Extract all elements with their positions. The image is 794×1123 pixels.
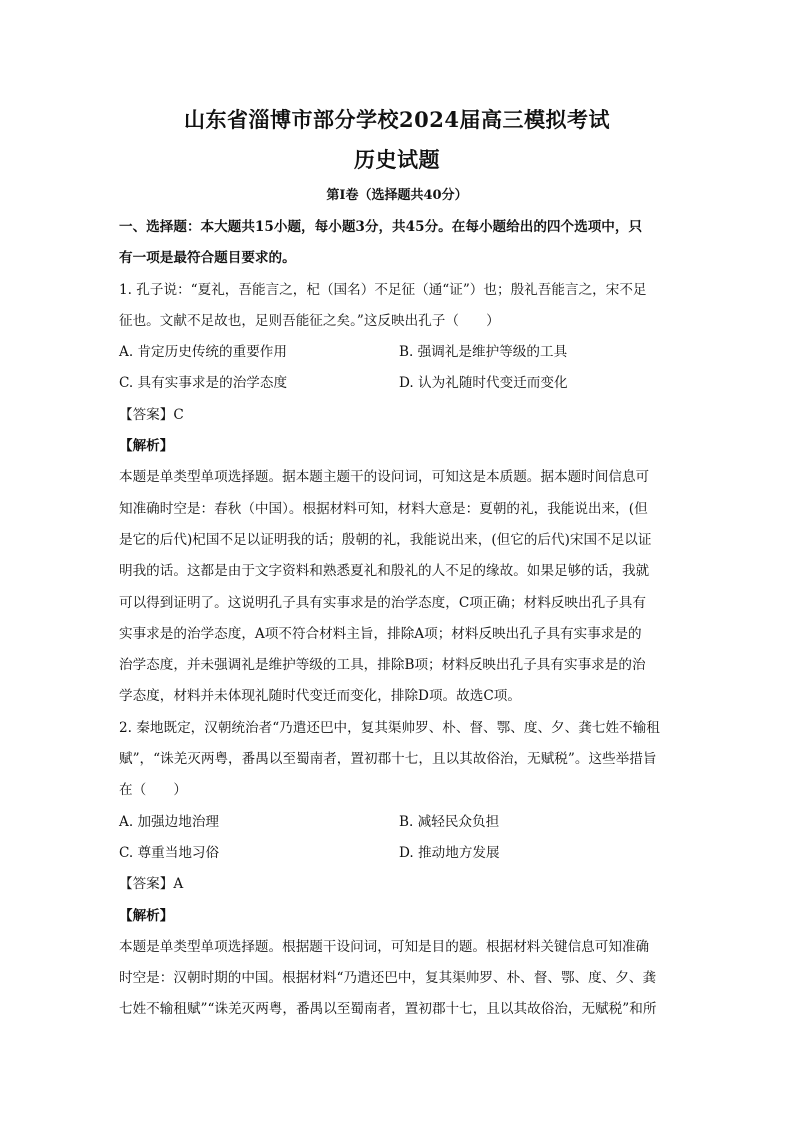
question-stem-line: 赋”，“诛羌灭两粤，番禺以至蜀南者，置初郡十七，且以其故俗治，无赋税”。这些举措旨 [119, 751, 657, 768]
analysis-label: 【解析】 [119, 438, 174, 455]
question-stem-line: 1. 孔子说：“夏礼，吾能言之，杞（国名）不足征（通“证”）也；殷礼吾能言之，宋不足 [119, 281, 647, 298]
option-row [119, 838, 679, 869]
option-b: B. 减轻民众负担 [399, 813, 500, 830]
analysis-line: 明我的话。这都是由于文字资料和熟悉夏礼和殷礼的人不足的缘故。如果足够的话，我就 [119, 563, 650, 580]
analysis-label: 【解析】 [119, 907, 174, 924]
analysis-line: 可以得到证明了。这说明孔子具有实事求是的治学态度，C项正确；材料反映出孔子具有 [119, 594, 646, 611]
question-1 [119, 275, 679, 713]
analysis-line: 学态度，材料并未体现礼随时代变迁而变化，排除D项。故选C项。 [119, 688, 521, 705]
analysis-line: 是它的后代)杞国不足以证明我的话；殷朝的礼，我能说出来，(但它的后代)宋国不足以证 [119, 531, 652, 548]
question-2 [119, 713, 679, 1026]
option-b: B. 强调礼是维护等级的工具 [399, 344, 568, 361]
section-header-line: 一、选择题：本大题共15小题，每小题3分，共45分。在每小题给出的四个选项中，只 [119, 219, 643, 235]
question-stem-line: 在（ ） [119, 782, 187, 799]
option-row [119, 368, 679, 399]
page-title: 山东省淄博市部分学校2024届高三模拟考试 [184, 107, 610, 132]
exam-content [119, 212, 679, 1026]
option-row [119, 807, 679, 838]
option-a: A. 肯定历史传统的重要作用 [119, 344, 287, 361]
question-stem-line: 2. 秦地既定，汉朝统治者“乃遣还巴中，复其渠帅罗、朴、督、鄂、度、夕、龚七姓不输租 [119, 719, 660, 736]
analysis-line: 七姓不输租赋”“诛羌灭两粤，番禺以至蜀南者，置初郡十七，且以其故俗治，无赋税”和所 [119, 1001, 657, 1018]
question-stem-line: 征也。文献不足故也，足则吾能征之矣。”这反映出孔子（ ） [119, 312, 500, 329]
analysis-line: 本题是单类型单项选择题。根据题干设问词，可知是目的题。根据材料关键信息可知准确 [119, 938, 650, 955]
option-a: A. 加强边地治理 [119, 813, 220, 830]
option-c: C. 具有实事求是的治学态度 [119, 375, 288, 392]
analysis-line: 时空是：汉朝时期的中国。根据材料“乃遣还巴中，复其渠帅罗、朴、督、鄂、度、夕、龚 [119, 970, 657, 987]
option-row [119, 337, 679, 368]
analysis-line: 实事求是的治学态度，A项不符合材料主旨，排除A项；材料反映出孔子具有实事求是的 [119, 625, 642, 642]
volume-heading: 第Ⅰ卷（选择题共40分） [326, 188, 468, 203]
subject-title: 历史试题 [354, 147, 440, 172]
option-d: D. 认为礼随时代变迁而变化 [399, 375, 568, 392]
option-d: D. 推动地方发展 [399, 844, 500, 861]
option-c: C. 尊重当地习俗 [119, 844, 220, 861]
analysis-line: 治学态度，并未强调礼是维护等级的工具，排除B项；材料反映出孔子具有实事求是的治 [119, 657, 646, 674]
answer-line: 【答案】A [119, 876, 184, 893]
analysis-line: 知准确时空是：春秋（中国）。根据材料可知，材料大意是：夏朝的礼，我能说出来，(但 [119, 500, 648, 517]
analysis-line: 本题是单类型单项选择题。据本题主题干的设问词，可知这是本质题。据本题时间信息可 [119, 469, 650, 486]
answer-line: 【答案】C [119, 406, 184, 423]
section-header-line: 有一项是最符合题目要求的。 [119, 250, 296, 267]
